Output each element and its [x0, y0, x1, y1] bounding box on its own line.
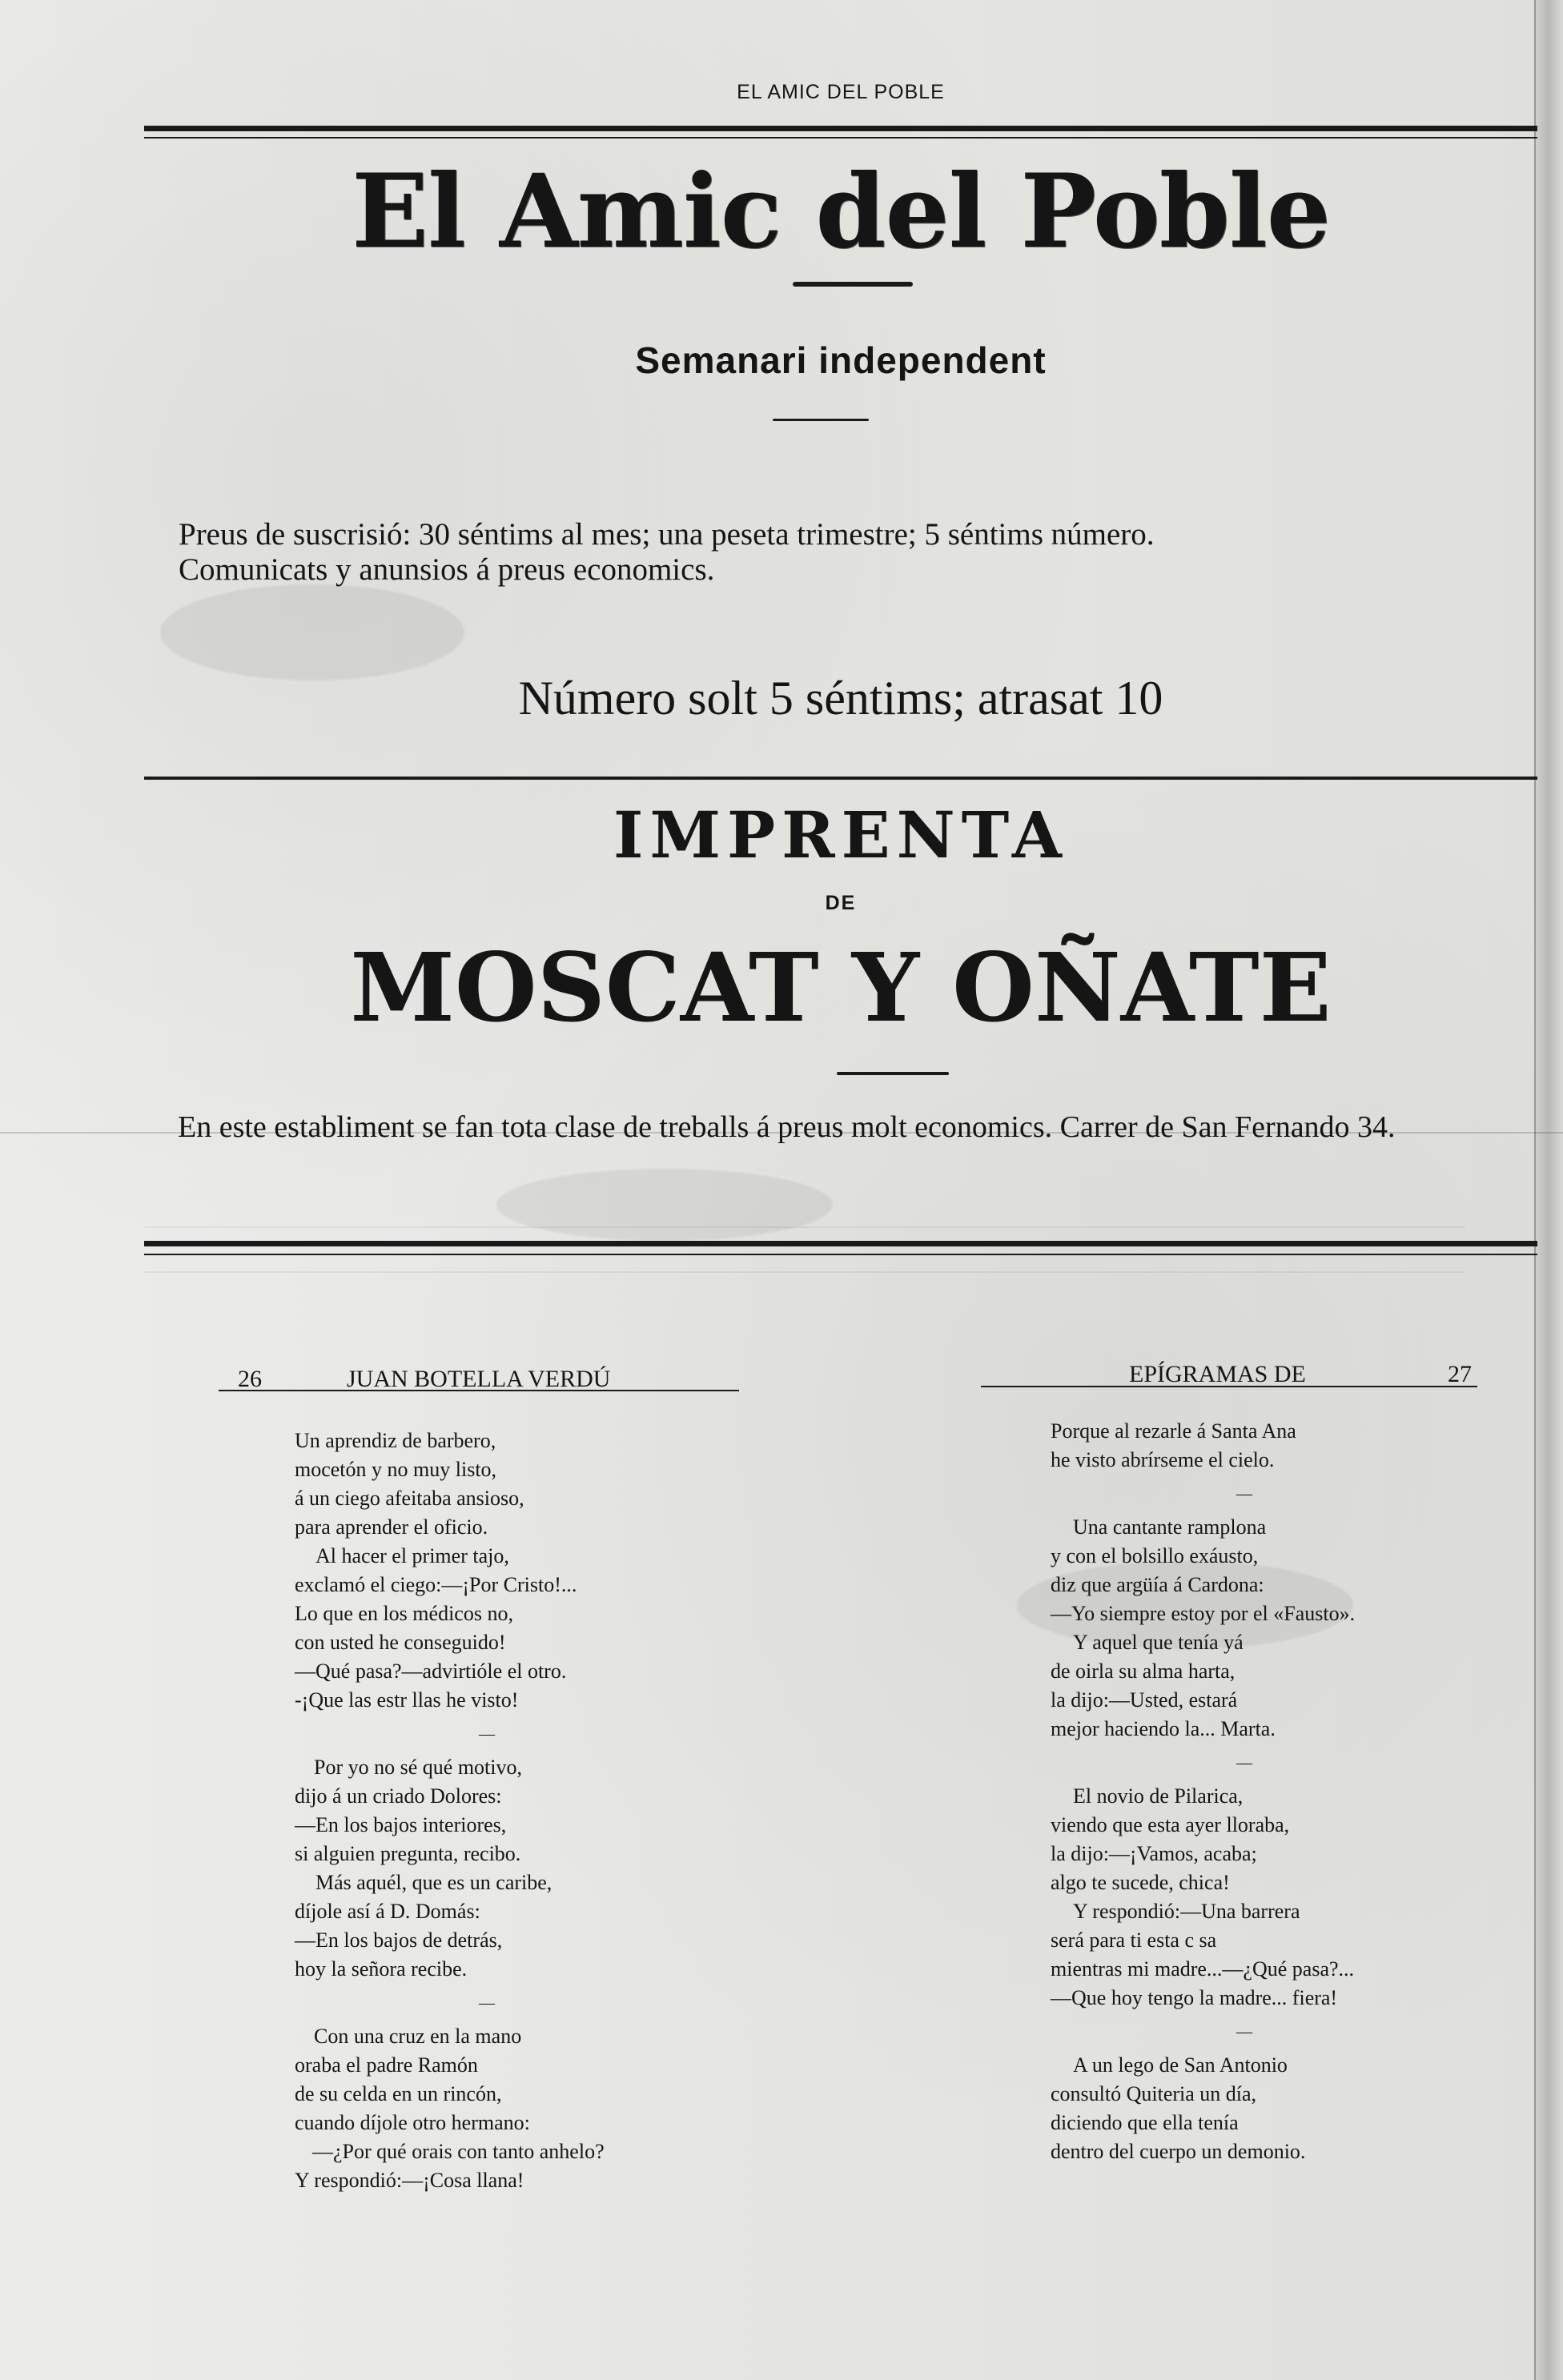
poem-line: mientras mi madre...—¿Qué pasa?... [1051, 1957, 1355, 1981]
title-ornament [793, 282, 913, 287]
faint-show-through [160, 584, 464, 680]
subscription-line-2: Comunicats y anunsios á preus economics. [179, 552, 715, 587]
left-page-number: 26 [238, 1366, 262, 1392]
poem-line: de su celda en un rincón, [295, 2082, 502, 2105]
poem-line: la dijo:—¡Vamos, acaba; [1051, 1842, 1257, 1865]
poem-separator: — [479, 1994, 495, 2012]
middle-rule [144, 777, 1537, 780]
poem-line: —¿Por qué orais con tanto anhelo? [312, 2140, 605, 2163]
poem-line: Con una cruz en la mano [314, 2025, 522, 2048]
poem-line: -¡Que las estr llas he visto! [295, 1688, 519, 1712]
lower-heavy-rule [144, 1241, 1537, 1246]
poem-line: Y respondió:—¡Cosa llana! [295, 2169, 524, 2192]
press-ornament [837, 1072, 949, 1075]
poem-separator: — [479, 1725, 495, 1743]
poem-line: dijo á un criado Dolores: [295, 1784, 502, 1808]
poem-line: —Que hoy tengo la madre... fiera! [1051, 1986, 1338, 2009]
poem-line: El novio de Pilarica, [1073, 1784, 1244, 1808]
lower-thin-rule [144, 1254, 1537, 1255]
poem-line: Y aquel que tenía yá [1073, 1631, 1244, 1654]
poem-separator: — [1236, 2023, 1252, 2041]
poem-line: —En los bajos de detrás, [295, 1928, 503, 1952]
poem-line: si alguien pregunta, recibo. [295, 1842, 521, 1865]
top-heavy-rule [144, 126, 1537, 131]
poem-line: dentro del cuerpo un demonio. [1051, 2140, 1306, 2163]
poem-line: diz que argüía á Cardona: [1051, 1573, 1264, 1596]
press-label: IMPRENTA [613, 797, 1068, 873]
press-de: DE [825, 892, 857, 914]
poem-line: y con el bolsillo exáusto, [1051, 1544, 1259, 1567]
poem-line: —Qué pasa?—advirtióle el otro. [295, 1660, 567, 1683]
poem-line: he visto abrírseme el cielo. [1051, 1448, 1275, 1471]
top-thin-rule [144, 137, 1537, 138]
poem-line: algo te sucede, chica! [1051, 1871, 1230, 1894]
poem-line: consultó Quiteria un día, [1051, 2082, 1257, 2105]
press-name: MOSCAT Y OÑATE [350, 932, 1332, 1043]
right-page-number: 27 [1448, 1361, 1472, 1387]
poem-separator: — [1236, 1485, 1252, 1503]
poem-line: con usted he conseguido! [295, 1631, 506, 1654]
faint-show-through [496, 1169, 833, 1241]
single-issue-price: Número solt 5 séntims; atrasat 10 [518, 672, 1163, 724]
faint-rule [144, 1271, 1465, 1273]
poem-line: Porque al rezarle á Santa Ana [1051, 1419, 1296, 1443]
poem-line: hoy la señora recibe. [295, 1957, 468, 1981]
press-notice: En este establiment se fan tota clase de treballs á preus molt economics. Carrer de San Fernando 34. [178, 1110, 1396, 1144]
poem-line: Lo que en los médicos no, [295, 1602, 513, 1625]
poem-line: para aprender el oficio. [295, 1515, 488, 1539]
left-poems [295, 1427, 605, 2195]
right-poems [1051, 1417, 1355, 2166]
poem-line: mejor haciendo la... Marta. [1051, 1717, 1276, 1740]
poem-line: —Yo siempre estoy por el «Fausto». [1051, 1602, 1356, 1625]
left-page-header: JUAN BOTELLA VERDÚ [347, 1366, 611, 1392]
poem-line: Una cantante ramplona [1073, 1515, 1267, 1539]
poem-line: díjole así á D. Domás: [295, 1900, 480, 1923]
running-head: EL AMIC DEL POBLE [737, 81, 945, 103]
poem-line: Y respondió:—Una barrera [1073, 1900, 1300, 1923]
poem-line: cuando díjole otro hermano: [295, 2111, 530, 2134]
poem-line: la dijo:—Usted, estará [1051, 1688, 1238, 1712]
poem-line: á un ciego afeitaba ansioso, [295, 1487, 524, 1510]
faint-rule [144, 1226, 1465, 1228]
poem-line: Un aprendiz de barbero, [295, 1429, 496, 1452]
poem-line: diciendo que ella tenía [1051, 2111, 1239, 2134]
poem-line: será para ti esta c sa [1051, 1928, 1217, 1952]
poem-line: —En los bajos interiores, [295, 1813, 507, 1836]
poem-line: Al hacer el primer tajo, [315, 1544, 509, 1567]
poem-line: exclamó el ciego:—¡Por Cristo!... [295, 1573, 577, 1596]
poem-line: Más aquél, que es un caribe, [315, 1871, 552, 1894]
poem-separator: — [1236, 1754, 1252, 1772]
poem-line: mocetón y no muy listo, [295, 1458, 497, 1481]
subtitle-ornament [773, 419, 869, 421]
poem-line: de oirla su alma harta, [1051, 1660, 1236, 1683]
subscription-line-1: Preus de suscrisió: 30 séntims al mes; una peseta trimestre; 5 séntims número. [179, 517, 1155, 552]
right-page-header: EPÍGRAMAS DE [1129, 1361, 1306, 1387]
poem-line: oraba el padre Ramón [295, 2053, 478, 2077]
adjacent-page-edge [1534, 0, 1563, 2380]
poem-line: viendo que esta ayer lloraba, [1051, 1813, 1290, 1836]
newspaper-subtitle: Semanari independent [635, 339, 1047, 381]
poem-line: A un lego de San Antonio [1073, 2053, 1288, 2077]
poem-line: Por yo no sé qué motivo, [314, 1756, 522, 1779]
newspaper-title: El Amic del Poble [352, 152, 1330, 271]
